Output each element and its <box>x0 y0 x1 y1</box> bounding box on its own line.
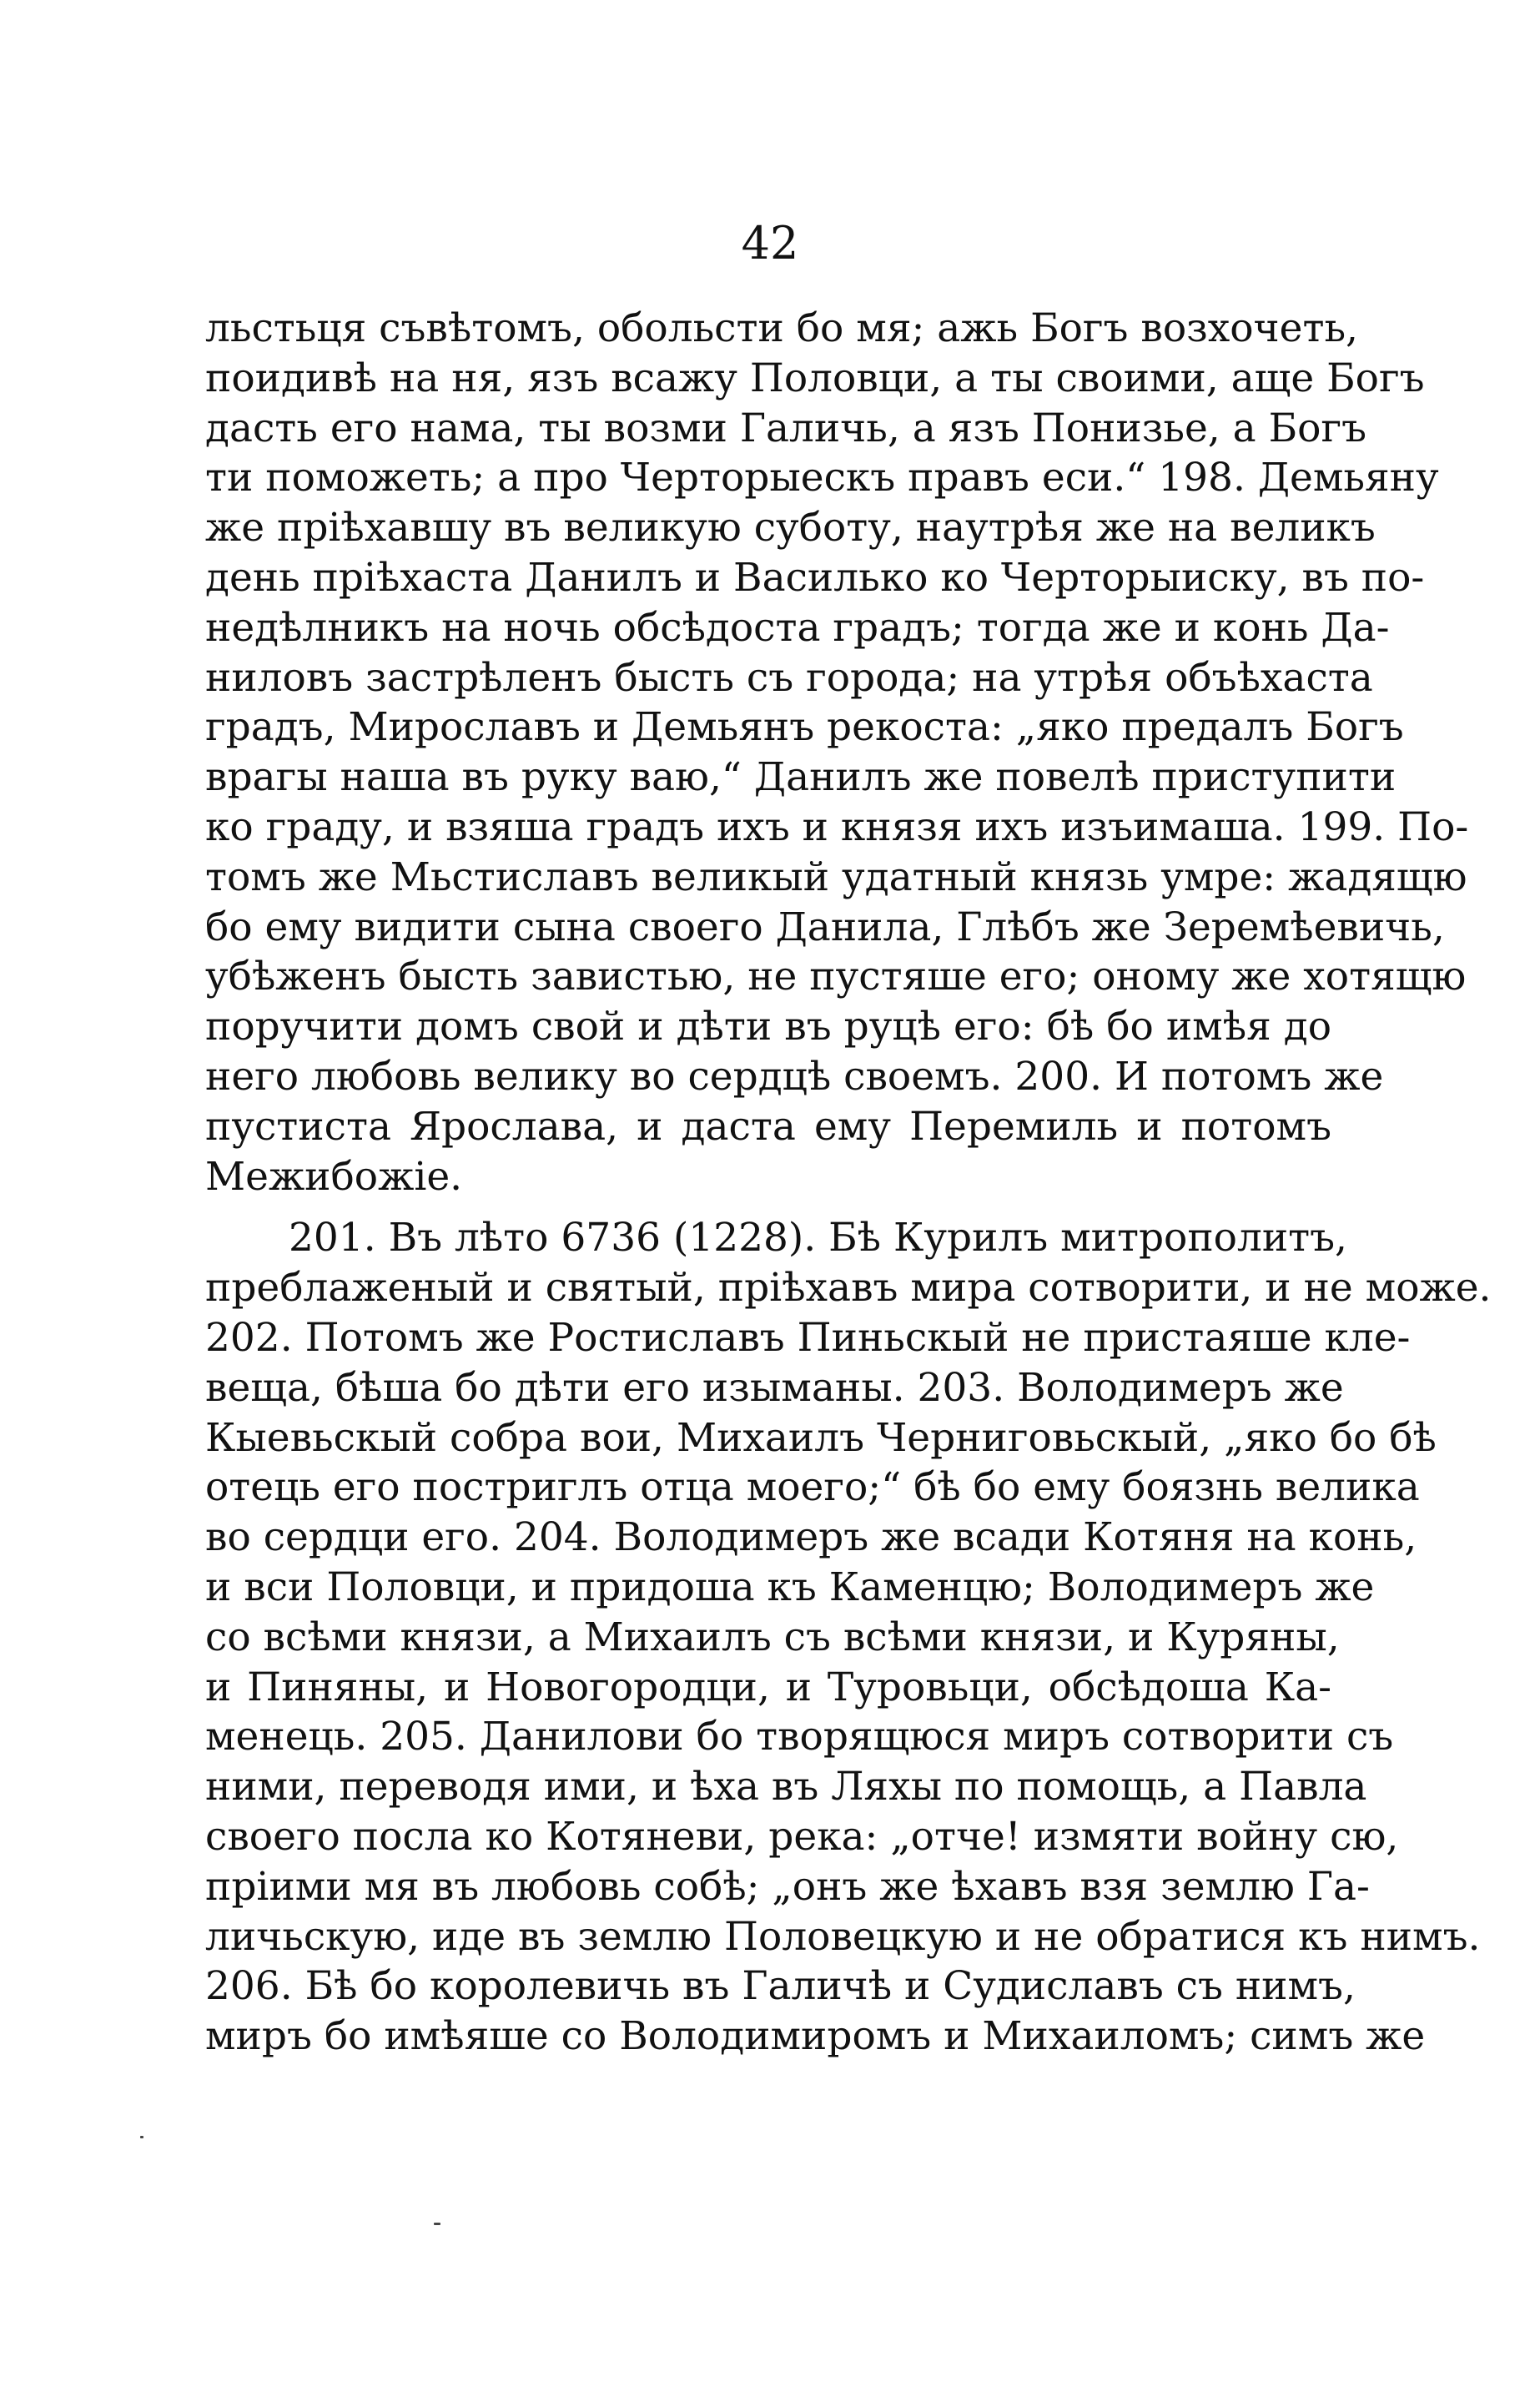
text-line: со всѣми князи, а Михаилъ съ всѣми князи, и Куряны, <box>205 1614 1340 1660</box>
text-line: врагы наша въ руку ваю,“ Данилъ же повелѣ приступити <box>205 754 1397 801</box>
paragraph-gap <box>205 1201 1331 1213</box>
body-text <box>205 304 1492 2062</box>
text-line: своего посла ко Котяневи, река: „отче! измяти войну сю, <box>205 1813 1399 1860</box>
scan-speck <box>434 2223 440 2225</box>
text-line: ко граду, и взяша градъ ихъ и князя ихъ изъимаша. 199. По- <box>205 803 1469 850</box>
text-line: 202. Потомъ же Ростиславъ Пиньскый не пристаяше кле- <box>205 1314 1411 1361</box>
text-line: и Пиняны, и Новогородци, и Туровьци, обсѣдоша Ка- <box>205 1664 1331 1710</box>
text-line: убѣженъ бысть завистью, не пустяше его; оному же хотящю <box>205 954 1467 1000</box>
text-line: пріими мя въ любовь собѣ; „онъ же ѣхавъ взя землю Га- <box>205 1863 1370 1910</box>
text-line: поидивѣ на ня, язъ всажу Половци, а ты своими, аще Богъ <box>205 355 1425 401</box>
text-line: пустиста Ярослава, и даста ему Перемиль и потомъ <box>205 1103 1331 1150</box>
text-line: преблаженый и святый, пріѣхавъ мира сотворити, и не може. <box>205 1265 1492 1312</box>
text-line: бо ему видити сына своего Данила, Глѣбъ же Зеремѣевичь, <box>205 904 1445 950</box>
text-line: льстьця съвѣтомъ, обольсти бо мя; ажь Богъ возхочеть, <box>205 305 1358 351</box>
scan-speck <box>140 2136 143 2138</box>
text-line: отець его постриглъ отца моего;“ бѣ бо ему боязнь велика <box>205 1464 1420 1511</box>
text-line: него любовь велику во сердцѣ своемъ. 200. И потомъ же <box>205 1053 1384 1100</box>
text-line: недѣлникъ на ночь обсѣдоста градъ; тогда же и конь Да- <box>205 604 1390 651</box>
text-line: же пріѣхавшу въ великую суботу, наутрѣя же на великъ <box>205 505 1376 551</box>
text-line: день пріѣхаста Данилъ и Василько ко Черторыиску, въ по- <box>205 554 1425 601</box>
text-line: веща, бѣша бо дѣти его изыманы. 203. Володимеръ же <box>205 1364 1344 1411</box>
text-line: дасть его нама, ты возми Галичь, а язъ Понизье, а Богъ <box>205 405 1366 451</box>
text-line: 201. Въ лѣто 6736 (1228). Бѣ Курилъ митрополитъ, <box>289 1215 1347 1261</box>
page-number: 42 <box>741 217 799 269</box>
text-line: Межибожіе. <box>205 1153 463 1200</box>
text-line: миръ бо имѣяше со Володимиромъ и Михаиломъ; симъ же <box>205 2013 1426 2060</box>
text-line: поручити домъ свой и дѣти въ руцѣ его: бѣ бо имѣя до <box>205 1004 1331 1050</box>
text-line: 206. Бѣ бо королевичь въ Галичѣ и Судиславъ съ нимъ, <box>205 1963 1356 2010</box>
text-line: во сердци его. 204. Володимеръ же всади Котяня на конь, <box>205 1514 1417 1561</box>
text-line: томъ же Мьстиславъ великый удатный князь умре: жадящю <box>205 854 1467 900</box>
text-line: менець. 205. Данилови бо творящюся миръ сотворити съ <box>205 1714 1394 1760</box>
text-line: ними, переводя ими, и ѣха въ Ляхы по помощь, а Павла <box>205 1764 1367 1810</box>
text-line: Кыевьскый собра вои, Михаилъ Черниговьскый, „яко бо бѣ <box>205 1414 1437 1461</box>
text-line: и вси Половци, и придоша къ Каменцю; Володимеръ же <box>205 1564 1375 1610</box>
text-line: личьскую, иде въ землю Половецкую и не обратися къ нимъ. <box>205 1913 1481 1960</box>
text-line: градъ, Мирославъ и Демьянъ рекоста: „яко предалъ Богъ <box>205 704 1404 751</box>
text-line: ниловъ застрѣленъ бысть съ города; на утрѣя объѣхаста <box>205 654 1373 701</box>
text-line: ти поможеть; а про Черторыескъ правъ еси.“ 198. Демьяну <box>205 455 1439 501</box>
